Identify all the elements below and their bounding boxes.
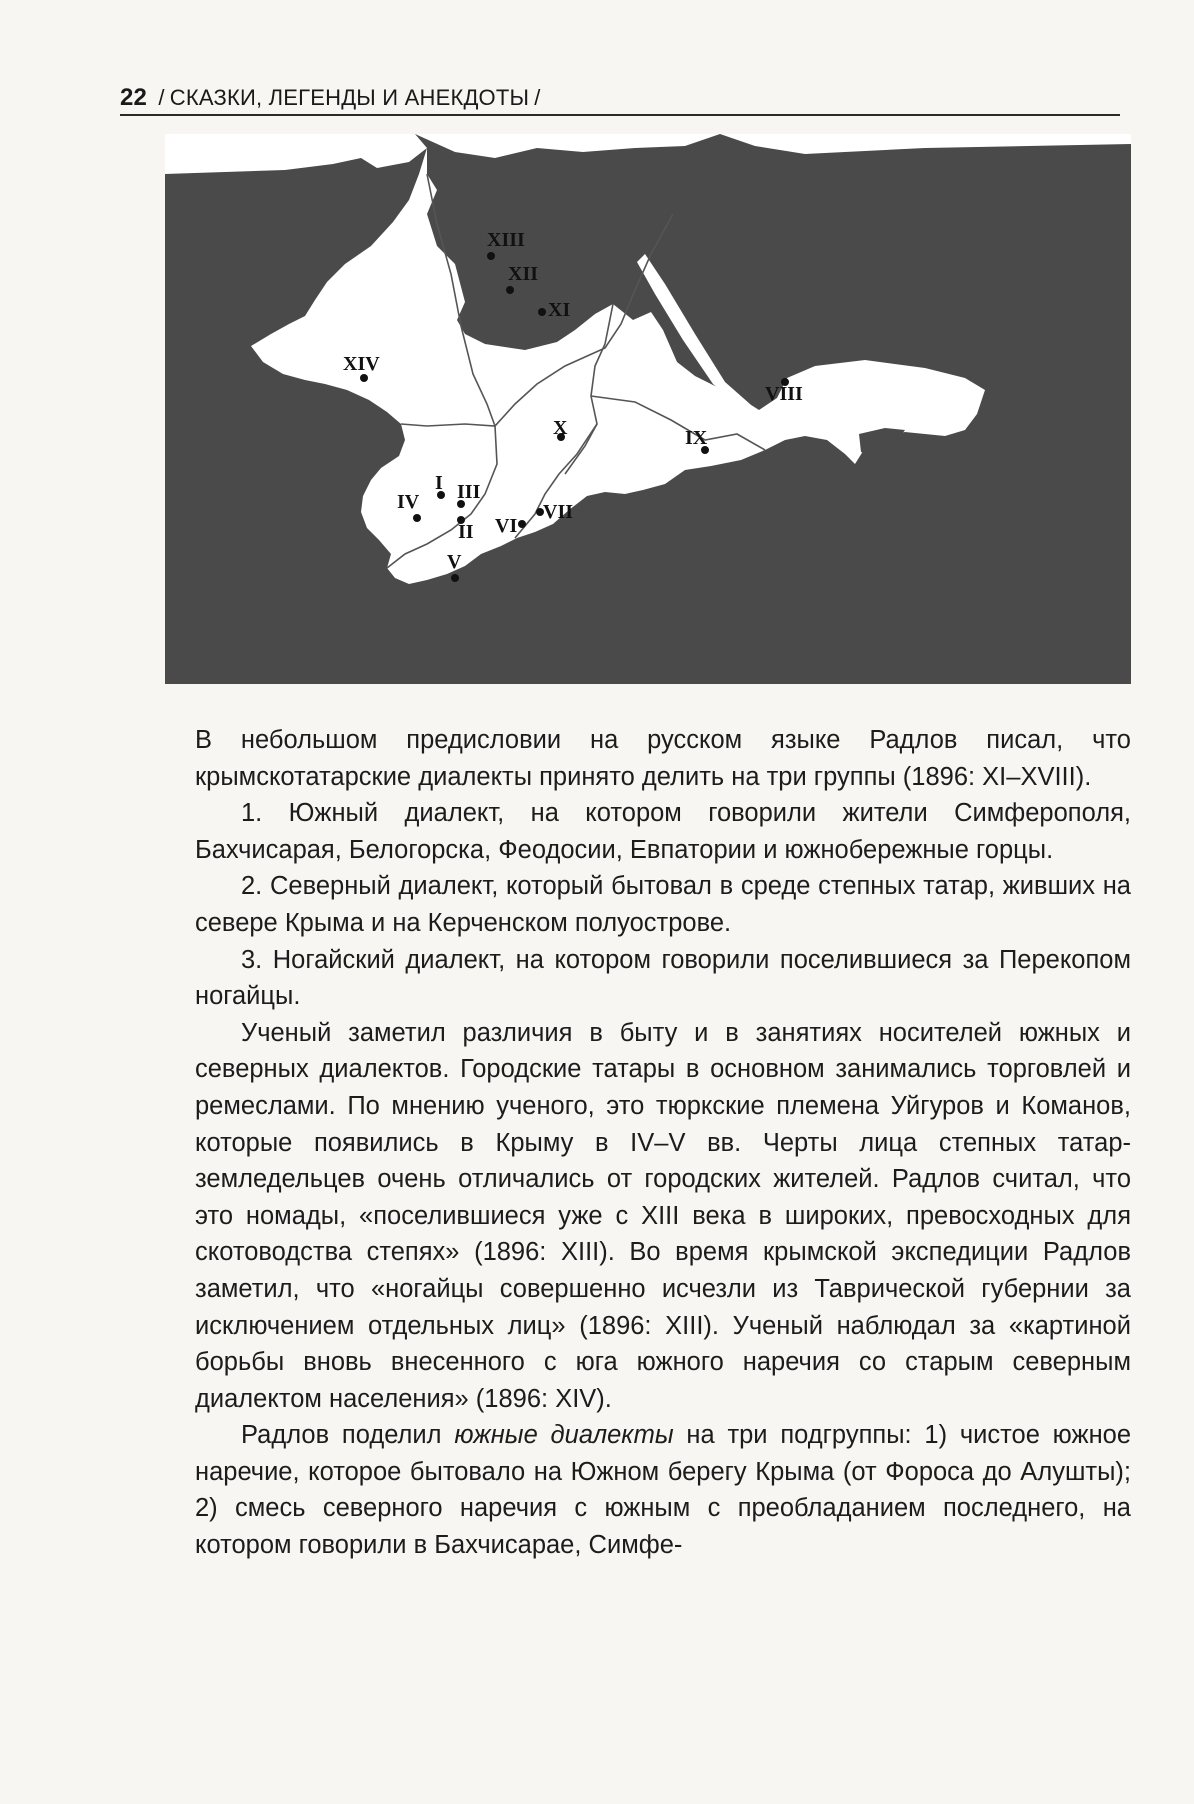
dot-xiii (487, 252, 495, 260)
label-i: I (435, 472, 443, 494)
body-text (195, 722, 1131, 1564)
dot-iv (413, 514, 421, 522)
crimea-dialect-map (165, 134, 1131, 684)
paragraph-nogai-dialect: 3. Ногайский диалект, на котором говорили поселившиеся за Перекопом ногайцы. (195, 945, 1131, 1011)
paragraph-differences: Ученый заметил различия в быту и в занятиях носителей южных и северных диалектов. Городские татары в основном занимались торговлей и ремеслами. По мнению ученого, это тюркские племена Уйгуров и Команов, которые появились в Крыму в IV–V вв. Черты лица степных татар-земледельцев очень отличались от городских жителей. Радлов считал, что это номады, «поселившиеся уже с XIII века в широких, превосходных для скотоводства степях» (1896: XIII). Во время крымской экспедиции Радлов заметил, что «ногайцы совершенно исчезли из Таврической губернии за исключением отдельных лиц» (1896: XIII). Ученый наблюдал за «картиной борьбы вновь внесенного с юга южного наречия со старым северным диалектом населения» (1896: XIV). (195, 1018, 1131, 1413)
map-svg (165, 134, 1131, 684)
dot-v (451, 574, 459, 582)
subgroups-text-end: на три подгруппы: 1) чистое южное наречие, которое бытовало на Южном берегу Крыма (от Фороса до Алушты); 2) смесь северного наречия с южным с преобладанием последнего, на котором говорили в Бахчисарае, Симфе- (195, 1421, 1132, 1560)
paragraph-south-dialect: 1. Южный диалект, на котором говорили жители Симферополя, Бахчисарая, Белогорска, Феодосии, Евпатории и южнобережные горцы. (195, 799, 1131, 864)
running-header (120, 84, 546, 112)
paragraph-subgroups (195, 1417, 1131, 1563)
running-title: СКАЗКИ, ЛЕГЕНДЫ И АНЕКДОТЫ (169, 85, 530, 110)
label-ix: IX (685, 427, 708, 449)
label-iii: III (457, 481, 481, 503)
dot-xiv (360, 374, 368, 382)
dot-vi (518, 520, 526, 528)
header-trailing-separator: / (534, 85, 541, 110)
subgroups-italic-term: южные диалекты (454, 1421, 674, 1450)
label-xi: XI (548, 299, 571, 321)
label-vi: VI (495, 515, 518, 537)
header-separator: / (158, 85, 165, 110)
label-v: V (447, 551, 462, 573)
label-xii: XII (508, 263, 539, 285)
label-x: X (553, 417, 568, 439)
label-viii: VIII (765, 383, 803, 405)
label-xiii: XIII (487, 229, 525, 251)
dot-xi (538, 308, 546, 316)
subgroups-text-start: Радлов поделил (241, 1421, 455, 1450)
header-rule (120, 114, 1120, 116)
dot-xii (506, 286, 514, 294)
page-number: 22 (120, 84, 148, 111)
label-ii: II (458, 521, 474, 543)
label-vii: VII (543, 501, 574, 523)
label-xiv: XIV (343, 353, 380, 375)
paragraph-intro: В небольшом предисловии на русском языке Радлов писал, что крымскотатарские диалекты принято делить на три группы (1896: XI–XVIII). (195, 726, 1131, 791)
label-iv: IV (397, 491, 420, 513)
paragraph-north-dialect: 2. Северный диалект, который бытовал в среде степных татар, живших на севере Крыма и на Керченском полуострове. (195, 872, 1131, 937)
